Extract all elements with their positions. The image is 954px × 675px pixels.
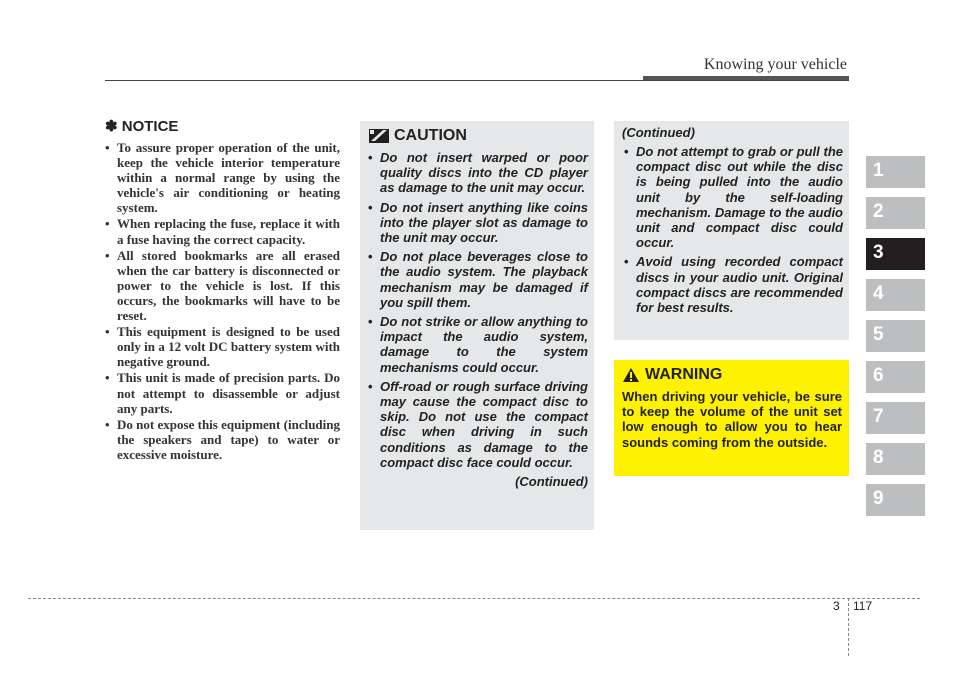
- caution-title: CAUTION: [394, 127, 467, 144]
- caution-list: [366, 150, 588, 470]
- notice-section: [105, 117, 340, 463]
- caution-item: • Do not place beverages close to the audio system. The playback mechanism may be damaged if you spill them.: [366, 249, 588, 310]
- chapter-tab-4[interactable]: 4: [866, 279, 925, 311]
- running-header: Knowing your vehicle: [703, 56, 847, 73]
- caution-box: [360, 121, 594, 530]
- header-rule: [105, 80, 849, 81]
- warning-text: When driving your vehicle, be sure to keep the volume of the unit set low enough to allow you to hear sounds coming from the outside.: [622, 389, 842, 450]
- caution-icon: [369, 129, 389, 143]
- caution-item: • Off-road or rough surface driving may cause the compact disc to skip. Do not use the compact disc when driving in such conditions as damage to the compact disc face could occur.: [366, 379, 588, 470]
- notice-list: [105, 140, 340, 462]
- continued-label: (Continued): [515, 474, 588, 490]
- notice-item: • All stored bookmarks are all erased when the car battery is disconnected or power to the vehicle is lost. If this occurs, the bookmarks will have to be reset.: [105, 248, 340, 323]
- chapter-tab-2[interactable]: 2: [866, 197, 925, 229]
- caution-item: • Do not insert anything like coins into the player slot as damage to the unit may occur.: [366, 200, 588, 246]
- chapter-tab-5[interactable]: 5: [866, 320, 925, 352]
- caution-item: • Do not attempt to grab or pull the compact disc out while the disc is being pulled into the audio unit by the self-loading mechanism. Damage to the audio unit and compact disc could occur.: [622, 144, 843, 250]
- continued-label: (Continued): [622, 125, 695, 140]
- warning-header: [622, 366, 842, 384]
- warning-box: [614, 360, 849, 476]
- caution-item: • Avoid using recorded compact discs in your audio unit. Original compact discs are recommended for best results.: [622, 254, 843, 315]
- page-chapter-number: 3: [833, 599, 840, 613]
- caution-item: • Do not insert warped or poor quality discs into the CD player as damage to the unit may occur.: [366, 150, 588, 196]
- notice-item: • To assure proper operation of the unit, keep the vehicle interior temperature within a normal range by using the vehicle's air conditioning or heating system.: [105, 140, 340, 215]
- chapter-tab-8[interactable]: 8: [866, 443, 925, 475]
- notice-title: ✽ NOTICE: [105, 118, 179, 135]
- caution-continued-box: [614, 121, 849, 340]
- caution-continued-list: [622, 144, 843, 315]
- notice-item: • When replacing the fuse, replace it with a fuse having the correct capacity.: [105, 216, 340, 246]
- notice-item: • Do not expose this equipment (including the speakers and tape) to water or excessive moisture.: [105, 417, 340, 462]
- warning-title: WARNING: [645, 366, 723, 383]
- caution-item: • Do not strike or allow anything to impact the audio system, damage to the system mechanisms could occur.: [366, 314, 588, 375]
- footer-rule: [28, 598, 920, 599]
- chapter-tab-9[interactable]: 9: [866, 484, 925, 516]
- chapter-tab-7[interactable]: 7: [866, 402, 925, 434]
- footer-divider: [848, 598, 849, 656]
- chapter-tab-6[interactable]: 6: [866, 361, 925, 393]
- chapter-tab-1[interactable]: 1: [866, 156, 925, 188]
- notice-item: • This unit is made of precision parts. Do not attempt to disassemble or adjust any parts.: [105, 370, 340, 415]
- chapter-tab-3[interactable]: 3: [866, 238, 925, 270]
- page-number: 117: [853, 599, 873, 613]
- caution-header: [369, 127, 588, 145]
- notice-item: • This equipment is designed to be used only in a 12 volt DC battery system with negative ground.: [105, 324, 340, 369]
- warning-triangle-icon: [622, 367, 640, 383]
